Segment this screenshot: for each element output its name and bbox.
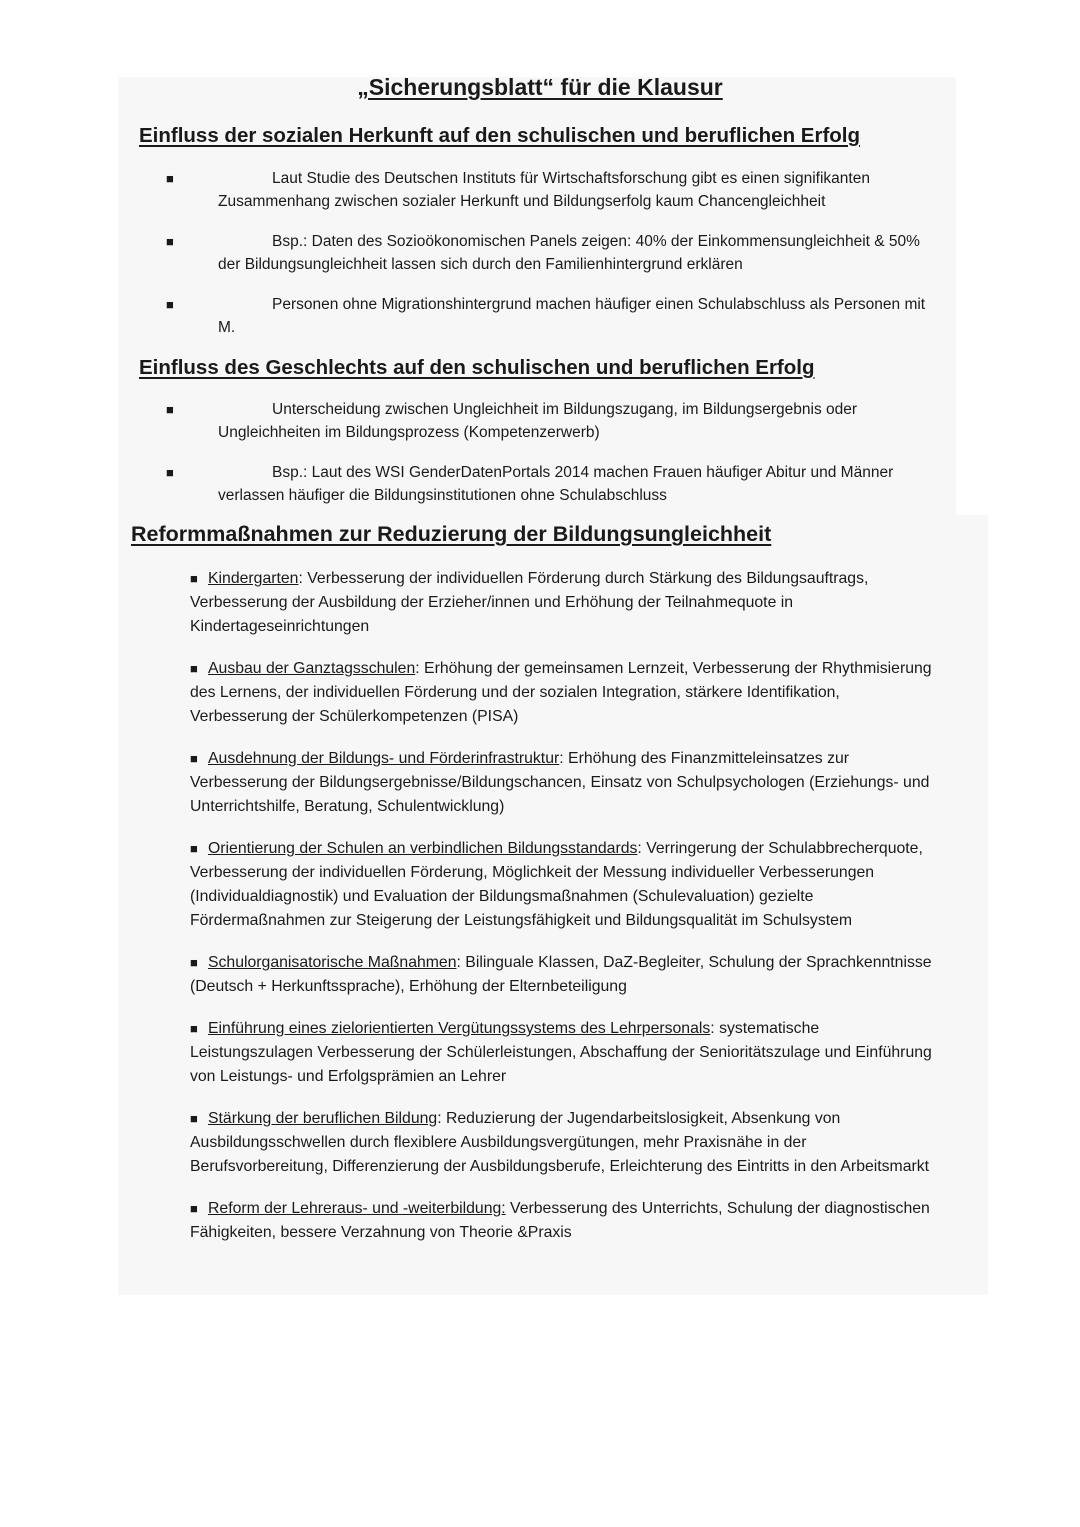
list-item: ■ Bsp.: Daten des Sozioökonomischen Panels zeigen: 40% der Einkommensungleichheit & 50% der Bildungsungleichheit lassen sich durch den Familienhintergrund erklären: [218, 230, 938, 276]
section-heading-social-origin: Einfluss der sozialen Herkunft auf den schulischen und beruflichen Erfolg: [139, 124, 861, 147]
list-item: ■ Unterscheidung zwischen Ungleichheit im Bildungszugang, im Bildungsergebnis oder Ungleichheiten im Bildungsprozess (Kompetenzerwerb): [218, 398, 938, 444]
reform-term: Ausdehnung der Bildungs- und Förderinfrastruktur: [208, 750, 560, 767]
section-list-reforms: [190, 567, 940, 1263]
reform-text: : Erhöhung des Finanzmitteleinsatzes zur Verbesserung der Bildungsergebnisse/Bildungschancen, Einsatz von Schulpsychologen (Erziehungs- und Unterrichtshilfe, Beratung, Schulentwicklung): [190, 750, 930, 815]
reform-text: : Verbesserung der individuellen Förderung durch Stärkung des Bildungsauftrags, Verbesserung der Ausbildung der Erzieher/innen und Erhöhung der Teilnahmequote in Kindertageseinrichtungen: [190, 570, 869, 635]
reform-text: Verbesserung des Unterrichts, Schulung der diagnostischen Fähigkeiten, bessere Verzahnung von Theorie &Praxis: [190, 1200, 930, 1241]
list-item: ■ Laut Studie des Deutschen Instituts für Wirtschaftsforschung gibt es einen signifikanten Zusammenhang zwischen sozialer Herkunft und Bildungserfolg kaum Chancengleichheit: [218, 167, 938, 213]
list-item: [190, 951, 940, 999]
list-item: [190, 1197, 940, 1245]
reform-term: Stärkung der beruflichen Bildung: [208, 1110, 438, 1127]
reform-term: Reform der Lehreraus- und -weiterbildung:: [208, 1200, 506, 1217]
page-title: „Sicherungsblatt“ für die Klausur: [357, 74, 723, 100]
list-item: [190, 1107, 940, 1179]
bullet-icon: ■: [166, 297, 174, 312]
list-item: ■ Personen ohne Migrationshintergrund machen häufiger einen Schulabschluss als Personen mit M.: [218, 293, 938, 339]
reform-text: : Bilinguale Klassen, DaZ-Begleiter, Schulung der Sprachkenntnisse (Deutsch + Herkunftssprache), Erhöhung der Elternbeteiligung: [190, 954, 932, 995]
reform-text: : Verringerung der Schulabbrecherquote, Verbesserung der individuellen Förderung, Möglichkeit der Messung individueller Verbesserungen (Individualdiagnostik) und Evaluation der Bildungsmaßnahmen (Schulevaluation) gezielte Fördermaßnahmen zur Steigerung der Leistungsfähigkeit und Bildungsqualität im Schulsystem: [190, 840, 923, 929]
bullet-icon: ■: [190, 571, 198, 586]
bullet-icon: ■: [166, 171, 174, 186]
list-item: [190, 1017, 940, 1089]
section-list-social-origin: [166, 167, 938, 356]
list-item: [190, 657, 940, 729]
bullet-icon: ■: [190, 661, 198, 676]
section-list-gender: [166, 398, 938, 524]
reform-text: : Erhöhung der gemeinsamen Lernzeit, Verbesserung der Rhythmisierung des Lernens, der individuellen Förderung und der sozialen Integration, stärkere Identifikation, Verbesserung der Schülerkompetenzen (PISA): [190, 660, 932, 725]
list-item: [190, 567, 940, 639]
reform-term: Einführung eines zielorientierten Vergütungssystems des Lehrpersonals: [208, 1020, 711, 1037]
section-heading-gender: Einfluss des Geschlechts auf den schulischen und beruflichen Erfolg: [139, 356, 815, 379]
list-item: [190, 837, 940, 933]
section-heading-reforms: Reformmaßnahmen zur Reduzierung der Bildungsungleichheit: [131, 522, 772, 546]
bullet-icon: ■: [190, 1021, 198, 1036]
list-item: ■ Bsp.: Laut des WSI GenderDatenPortals 2014 machen Frauen häufiger Abitur und Männer verlassen häufiger die Bildungsinstitutionen ohne Schulabschluss: [218, 461, 938, 507]
reform-text: : Reduzierung der Jugendarbeitslosigkeit, Absenkung von Ausbildungsschwellen durch flexiblere Ausbildungsvergütungen, mehr Praxisnähe in der Berufsvorbereitung, Differenzierung der Ausbildungsberufe, Erleichterung des Eintritts in den Arbeitsmarkt: [190, 1110, 930, 1175]
bullet-icon: ■: [190, 751, 198, 766]
reform-term: Schulorganisatorische Maßnahmen: [208, 954, 457, 971]
reform-term: Ausbau der Ganztagsschulen: [208, 660, 416, 677]
bullet-icon: ■: [190, 1111, 198, 1126]
bullet-icon: ■: [166, 465, 174, 480]
bullet-icon: ■: [190, 955, 198, 970]
reform-text: : systematische Leistungszulagen Verbesserung der Schülerleistungen, Abschaffung der Senioritätszulage und Einführung von Leistungs- und Erfolgsprämien an Lehrer: [190, 1020, 932, 1085]
reform-term: Kindergarten: [208, 570, 299, 587]
bullet-icon: ■: [166, 402, 174, 417]
bullet-icon: ■: [190, 1201, 198, 1216]
bullet-icon: ■: [166, 234, 174, 249]
reform-term: Orientierung der Schulen an verbindlichen Bildungsstandards: [208, 840, 638, 857]
bullet-icon: ■: [190, 841, 198, 856]
list-item: [190, 747, 940, 819]
